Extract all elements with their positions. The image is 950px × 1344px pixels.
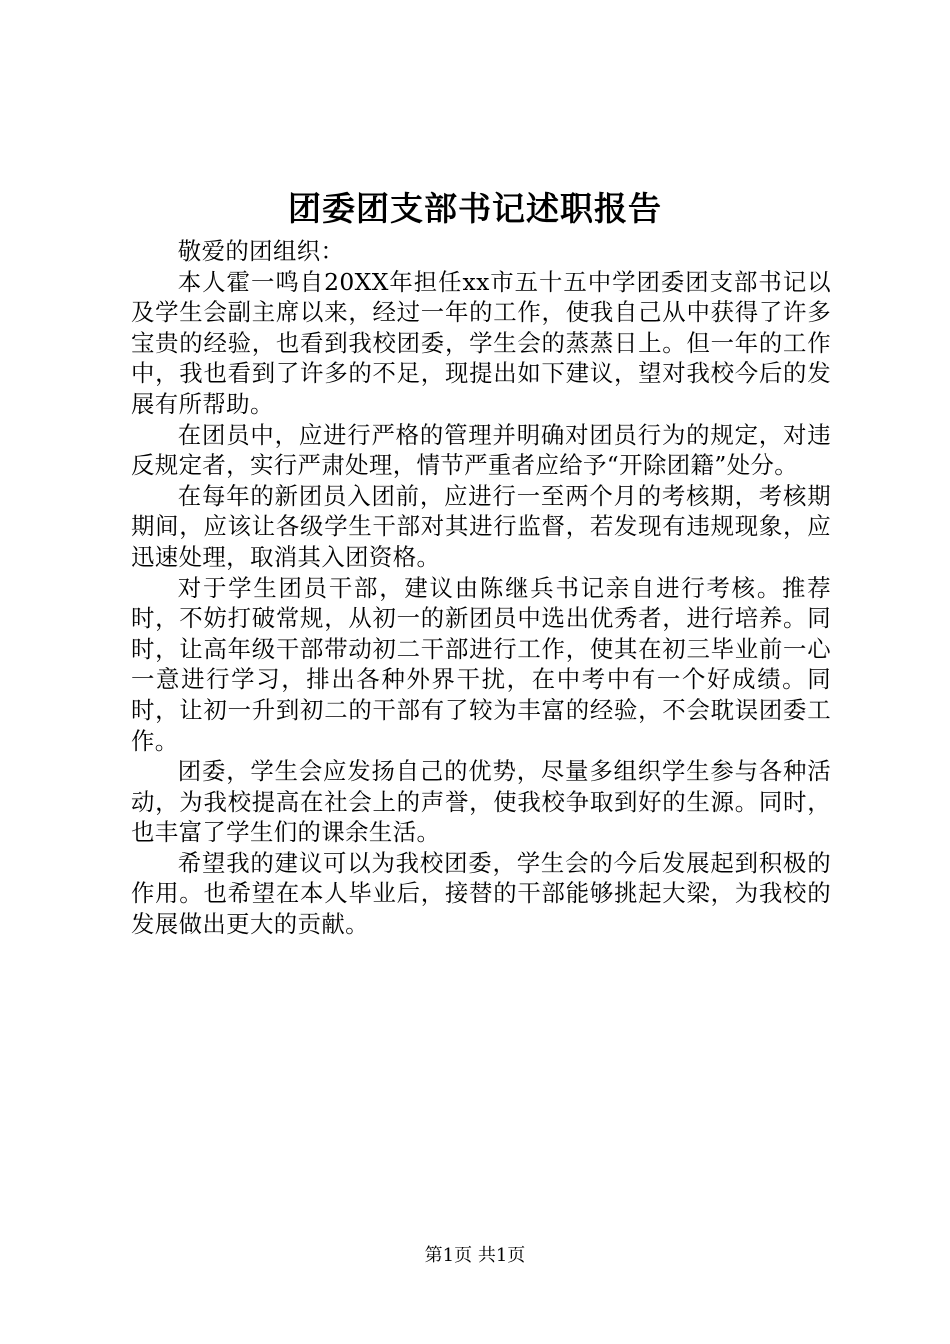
paragraph: 希望我的建议可以为我校团委，学生会的今后发展起到积极的作用。也希望在本人毕业后，接替的干部能够挑起大梁，为我校的发展做出更大的贡献。 xyxy=(131,848,831,939)
paragraph: 在团员中，应进行严格的管理并明确对团员行为的规定，对违反规定者，实行严肃处理，情节严重者应给予“开除团籍”处分。 xyxy=(131,420,831,480)
paragraph: 团委，学生会应发扬自己的优势，尽量多组织学生参与各种活动，为我校提高在社会上的声誉，使我校争取到好的生源。同时，也丰富了学生们的课余生活。 xyxy=(131,757,831,847)
paragraph: 对于学生团员干部，建议由陈继兵书记亲自进行考核。推荐时，不妨打破常规，从初一的新团员中选出优秀者，进行培养。同时，让高年级干部带动初二干部进行工作，使其在初三毕业前一心一意进行学习，排出各种外界干扰，在中考中有一个好成绩。同时，让初一升到初二的干部有了较为丰富的经验，不会耽误团委工作。 xyxy=(131,573,831,755)
document-title: 团委团支部书记述职报告 xyxy=(288,189,662,228)
paragraph: 在每年的新团员入团前，应进行一至两个月的考核期，考核期期间，应该让各级学生干部对其进行监督，若发现有违规现象，应迅速处理，取消其入团资格。 xyxy=(131,481,831,571)
page-footer: 第1页 共1页 xyxy=(424,1245,526,1266)
paragraph: 本人霍一鸣自20XX年担任xx市五十五中学团委团支部书记以及学生会副主席以来，经过一年的工作，使我自己从中获得了许多宝贵的经验，也看到我校团委，学生会的蒸蒸日上。但一年的工作中，我也看到了许多的不足，现提出如下建议，望对我校今后的发展有所帮助。 xyxy=(131,267,831,418)
document-body xyxy=(131,236,831,940)
greeting: 敬爱的团组织： xyxy=(177,237,345,265)
